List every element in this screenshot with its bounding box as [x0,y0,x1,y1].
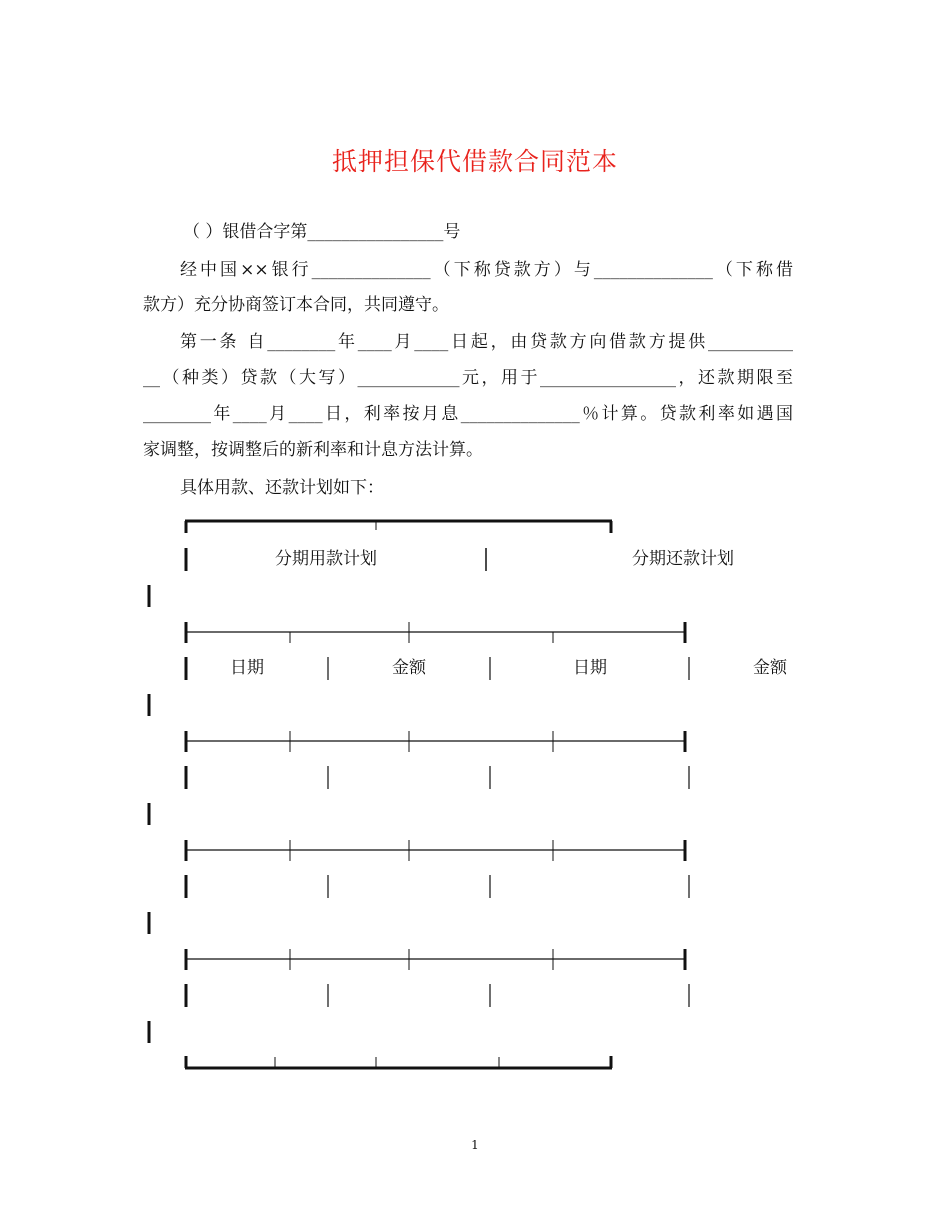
article1-line-4: 家调整，按调整后的新利率和计息方法计算。 [143,440,483,460]
parties-line-1: 经中国××银行______________（下称贷款方）与______________（下称借 [180,260,793,280]
article1-line-2: __（种类）贷款（大写）____________元，用于________________，还款期限至 [143,368,793,388]
group-header-repayment-plan: 分期还款计划 [632,549,734,569]
article1-line-3: ________年____月____日，利率按月息______________％计算。贷款利率如遇国 [143,404,793,424]
plan-intro: 具体用款、还款计划如下： [180,478,384,498]
page-number: 1 [471,1138,479,1152]
parties-line-2: 款方）充分协商签订本合同，共同遵守。 [143,295,449,315]
group-header-borrowing-plan: 分期用款计划 [275,549,377,569]
contract-number-line: （ ）银借合字第________________号 [183,222,461,242]
column-header-borrow-amount: 金额 [392,658,426,678]
column-header-repay-amount: 金额 [753,658,787,678]
column-header-borrow-date: 日期 [230,658,264,678]
document-title: 抵押担保代借款合同范本 [331,147,618,176]
column-header-repay-date: 日期 [573,658,607,678]
article1-line-1: 第一条 自________年____月____日起，由贷款方向借款方提供__________ [180,332,793,352]
